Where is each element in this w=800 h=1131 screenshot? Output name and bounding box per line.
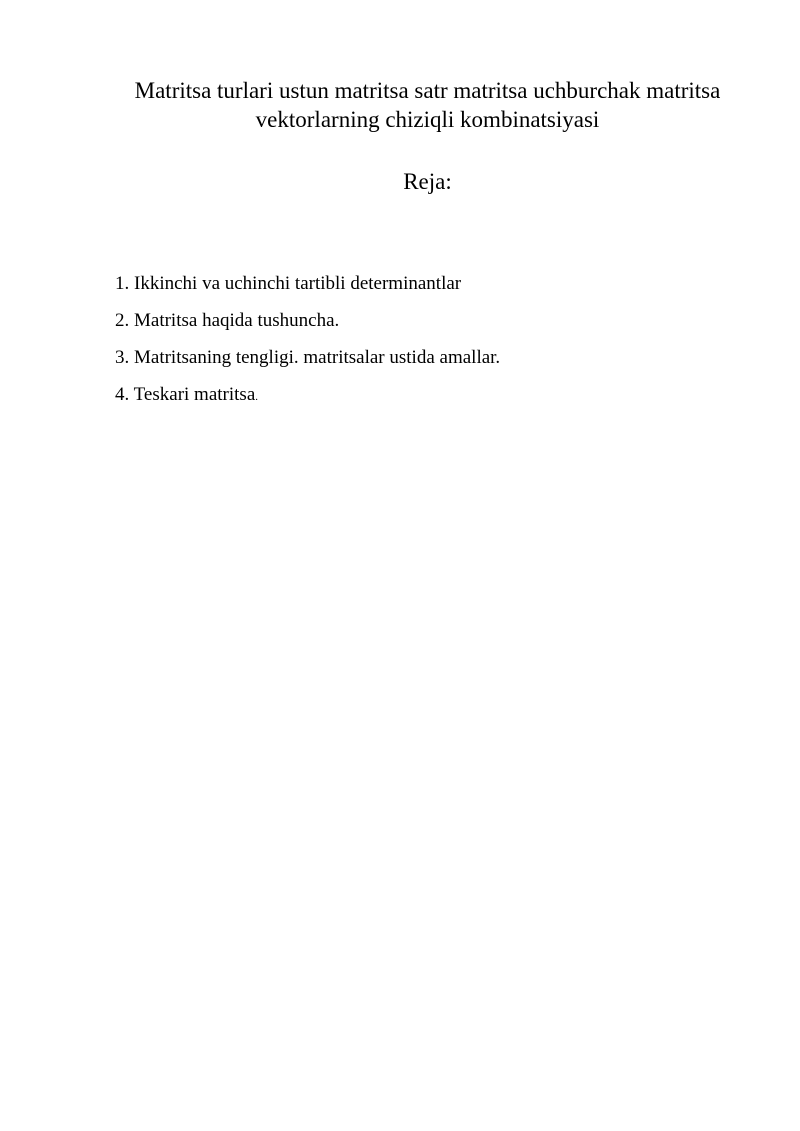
plan-item-3-text: 3. Matritsaning tengligi. matritsalar ustida amallar. (115, 347, 501, 368)
plan-item-1-text: 1. Ikkinchi va uchinchi tartibli determinantlar (115, 273, 462, 294)
plan-item-4-trailing-dot: . (255, 391, 259, 403)
plan-item-4-text: 4. Teskari matritsa (115, 384, 256, 405)
plan-heading: Reja: (403, 169, 452, 194)
title-line-1: Matritsa turlari ustun matritsa satr matritsa uchburchak matritsa (134, 78, 721, 103)
plan-item-1 (115, 270, 500, 307)
plan-item-4 (115, 381, 500, 418)
title-line-2: vektorlarning chiziqli kombinatsiyasi (255, 107, 600, 132)
document-title (100, 76, 755, 134)
plan-item-2-text: 2. Matritsa haqida tushuncha. (115, 310, 340, 331)
plan-list (115, 270, 500, 418)
plan-item-3 (115, 344, 500, 381)
plan-item-2 (115, 307, 500, 344)
